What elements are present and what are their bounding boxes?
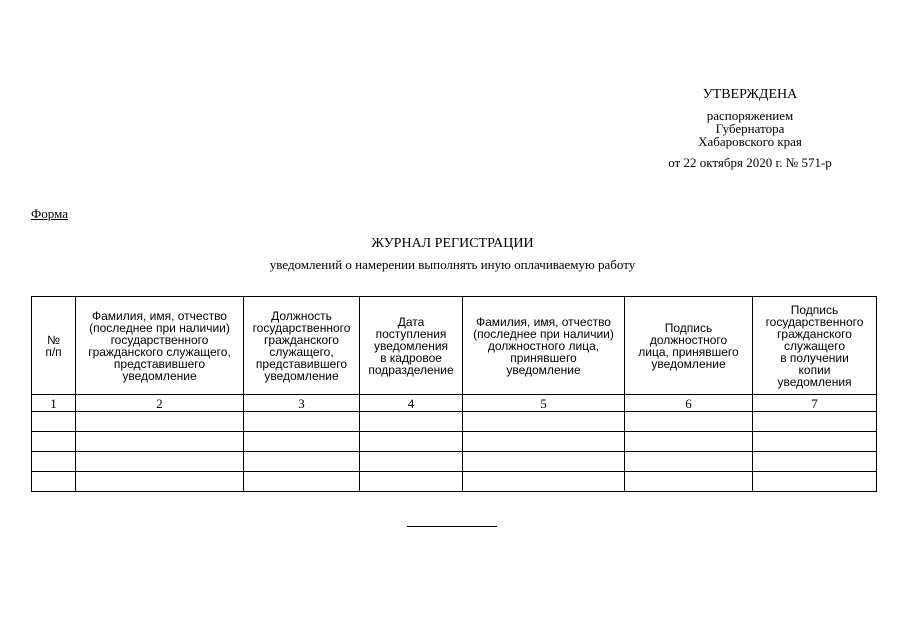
empty-cell [463,452,625,472]
header-text-line: представившего [255,356,348,371]
header-text-line: государственного [765,314,864,329]
empty-cell [360,412,463,432]
empty-cell [32,472,76,492]
table-row [32,432,877,452]
empty-cell [625,412,753,432]
header-text-line: в получении [780,350,849,365]
header-text-line: уведомление [122,368,197,383]
header-text-line: в кадровое [380,350,442,365]
header-text-line: уведомления [373,338,449,353]
empty-cell [76,452,244,472]
empty-cell [32,452,76,472]
column-number-cell: 5 [463,395,625,412]
empty-cell [244,412,360,432]
header-text-line: Должность [271,308,332,323]
column-header-4 [360,297,463,395]
empty-cell [32,432,76,452]
column-number-cell: 6 [625,395,753,412]
header-text-line: поступления [375,326,447,341]
header-text-line: Дата [397,314,425,329]
empty-cell [244,472,360,492]
header-text-line: п/п [45,344,62,359]
header-text-line: гражданского служащего, [88,344,231,359]
form-label: Форма [31,206,68,221]
table-row [32,472,877,492]
header-text-line: подразделение [368,362,454,377]
empty-cell [625,432,753,452]
empty-cell [360,452,463,472]
approval-line-3: Хабаровского края [698,134,802,149]
header-text-line: представившего [113,356,206,371]
empty-cell [360,432,463,452]
header-text-line: лица, принявшего [638,344,739,359]
empty-cell [32,412,76,432]
approval-date: от 22 октября 2020 г. № 571-р [668,155,832,170]
empty-cell [463,432,625,452]
column-number-cell: 2 [76,395,244,412]
header-text-line: принявшего [510,350,577,365]
approval-block [640,88,860,169]
empty-cell [753,472,877,492]
header-text-line: уведомление [651,356,726,371]
header-text-line: Фамилия, имя, отчество [92,308,227,323]
header-text-line: копии [798,362,831,377]
empty-cell [463,412,625,432]
empty-cell [244,432,360,452]
empty-cell [625,452,753,472]
table-row [32,412,877,432]
journal-subtitle: уведомлений о намерении выполнять иную оплачиваемую работу [269,257,636,272]
empty-cell [463,472,625,492]
header-text-line: Подпись [790,302,839,317]
column-number-cell: 4 [360,395,463,412]
column-number-cell: 7 [753,395,877,412]
header-text-line: должностного [649,332,728,347]
header-text-line: уведомления [777,374,852,389]
column-header-3 [244,297,360,395]
empty-cell [76,412,244,432]
empty-cell [76,472,244,492]
header-text-line: (последнее при наличии) [473,326,614,341]
header-text-line: служащего, [269,344,334,359]
empty-cell [360,472,463,492]
header-text-line: Фамилия, имя, отчество [476,314,611,329]
empty-cell [625,472,753,492]
header-text-line: государственного [110,332,209,347]
column-header-6 [625,297,753,395]
column-number-cell: 3 [244,395,360,412]
table-row [32,452,877,472]
header-text-line: служащего [783,338,846,353]
empty-cell [753,412,877,432]
table-header-row [32,297,877,395]
header-text-line: гражданского [264,332,339,347]
column-header-7 [753,297,877,395]
column-header-5 [463,297,625,395]
empty-cell [244,452,360,472]
header-text-line: должностного лица, [487,338,600,353]
header-text-line: гражданского [777,326,852,341]
column-number-cell: 1 [32,395,76,412]
header-text-line: уведомление [264,368,339,383]
header-text-line: уведомление [506,362,581,377]
column-header-2 [76,297,244,395]
approval-line-2: Губернатора [715,121,785,136]
footer-divider [407,526,497,527]
empty-cell [753,432,877,452]
empty-cell [76,432,244,452]
header-text-line: государственного [252,320,351,335]
column-number-row [32,395,877,412]
column-header-1 [32,297,76,395]
header-text-line: Подпись [664,320,713,335]
header-text-line: (последнее при наличии) [89,320,230,335]
register-table [31,296,877,492]
approval-title: УТВЕРЖДЕНА [702,87,798,102]
header-text-line: № [47,332,60,347]
empty-cell [753,452,877,472]
approval-line-1: распоряжением [706,108,794,123]
journal-title: ЖУРНАЛ РЕГИСТРАЦИИ [371,236,534,251]
